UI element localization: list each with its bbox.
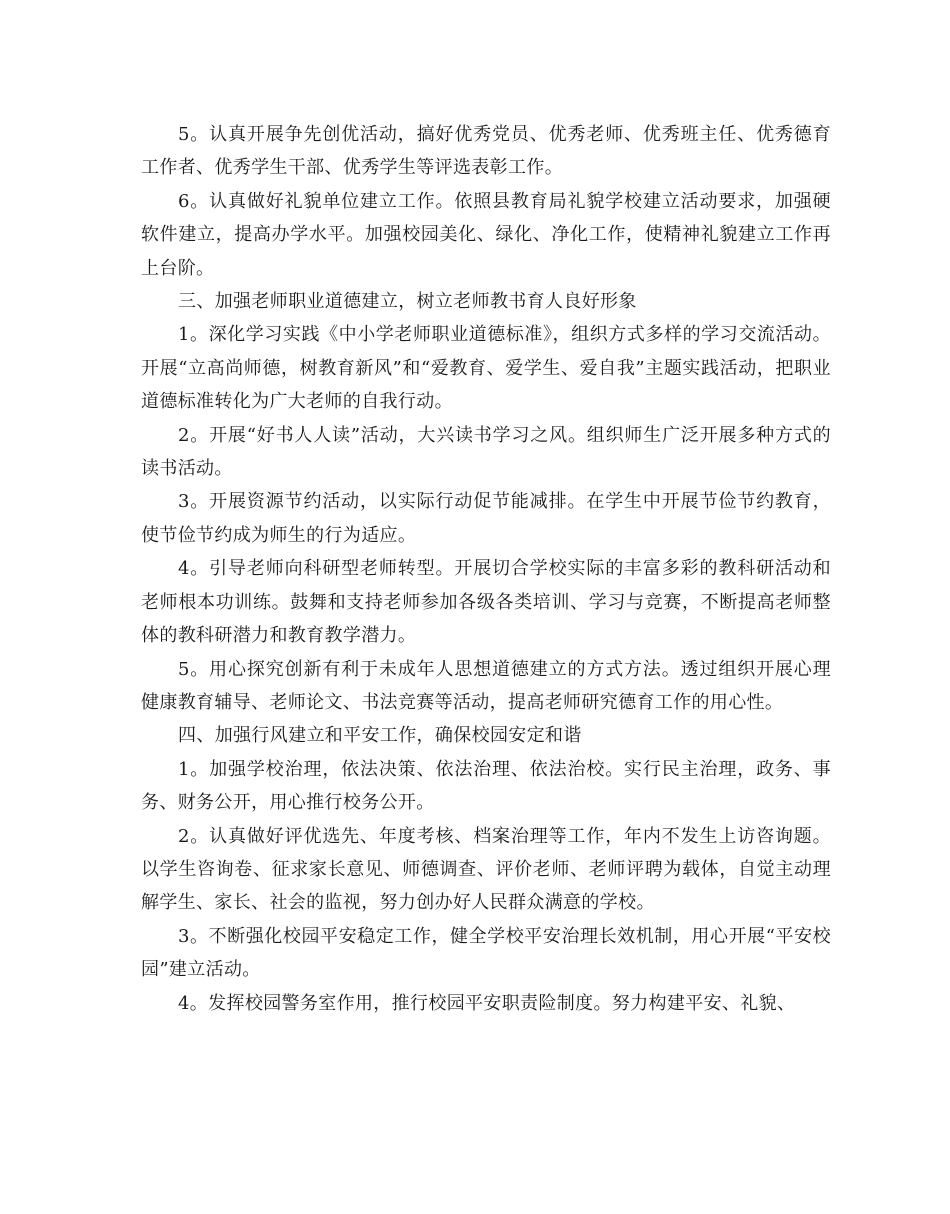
paragraph: 5。认真开展争先创优活动，搞好优秀党员、优秀老师、优秀班主任、优秀德育工作者、优秀学生干部、优秀学生等评选表彰工作。 bbox=[141, 124, 831, 179]
paragraph: 6。认真做好礼貌单位建立工作。依照县教育局礼貌学校建立活动要求，加强硬软件建立，提高办学水平。加强校园美化、绿化、净化工作，使精神礼貌建立工作再上台阶。 bbox=[141, 190, 831, 279]
paragraph: 2。认真做好评优选先、年度考核、档案治理等工作，年内不发生上访咨询题。以学生咨询卷、征求家长意见、师德调查、评价老师、老师评聘为载体，自觉主动理解学生、家长、社会的监视，努力创办好人民群众满意的学校。 bbox=[141, 825, 831, 914]
document-body bbox=[141, 118, 831, 1020]
section-heading: 四、加强行风建立和平安工作，确保校园安定和谐 bbox=[178, 725, 582, 747]
paragraph: 1。加强学校治理，依法决策、依法治理、依法治校。实行民主治理，政务、事务、财务公开，用心推行校务公开。 bbox=[141, 758, 831, 814]
paragraph: 5。用心探究创新有利于未成年人思想道德建立的方式方法。透过组织开展心理健康教育辅导、老师论文、书法竞赛等活动，提高老师研究德育工作的用心性。 bbox=[141, 658, 831, 713]
section-heading: 三、加强老师职业道德建立，树立老师教书育人良好形象 bbox=[178, 291, 637, 313]
paragraph: 3。不断强化校园平安稳定工作，健全学校平安治理长效机制，用心开展“平安校园”建立活动。 bbox=[141, 925, 831, 981]
paragraph: 2。开展“好书人人读”活动，大兴读书学习之风。组织师生广泛开展多种方式的读书活动。 bbox=[141, 424, 831, 480]
paragraph: 4。发挥校园警务室作用，推行校园平安职责险制度。努力构建平安、礼貌、 bbox=[178, 992, 796, 1014]
paragraph: 3。开展资源节约活动，以实际行动促节能减排。在学生中开展节俭节约教育，使节俭节约成为师生的行为适应。 bbox=[141, 491, 831, 546]
paragraph: 4。引导老师向科研型老师转型。开展切合学校实际的丰富多彩的教科研活动和老师根本功训练。鼓舞和支持老师参加各级各类培训、学习与竞赛，不断提高老师整体的教科研潜力和教育教学潜力。 bbox=[141, 558, 831, 647]
paragraph: 1。深化学习实践《中小学老师职业道德标准》，组织方式多样的学习交流活动。开展“立高尚师德，树教育新风”和“爱教育、爱学生、爱自我”主题实践活动，把职业道德标准转化为广大老师的自我行动。 bbox=[141, 324, 831, 413]
